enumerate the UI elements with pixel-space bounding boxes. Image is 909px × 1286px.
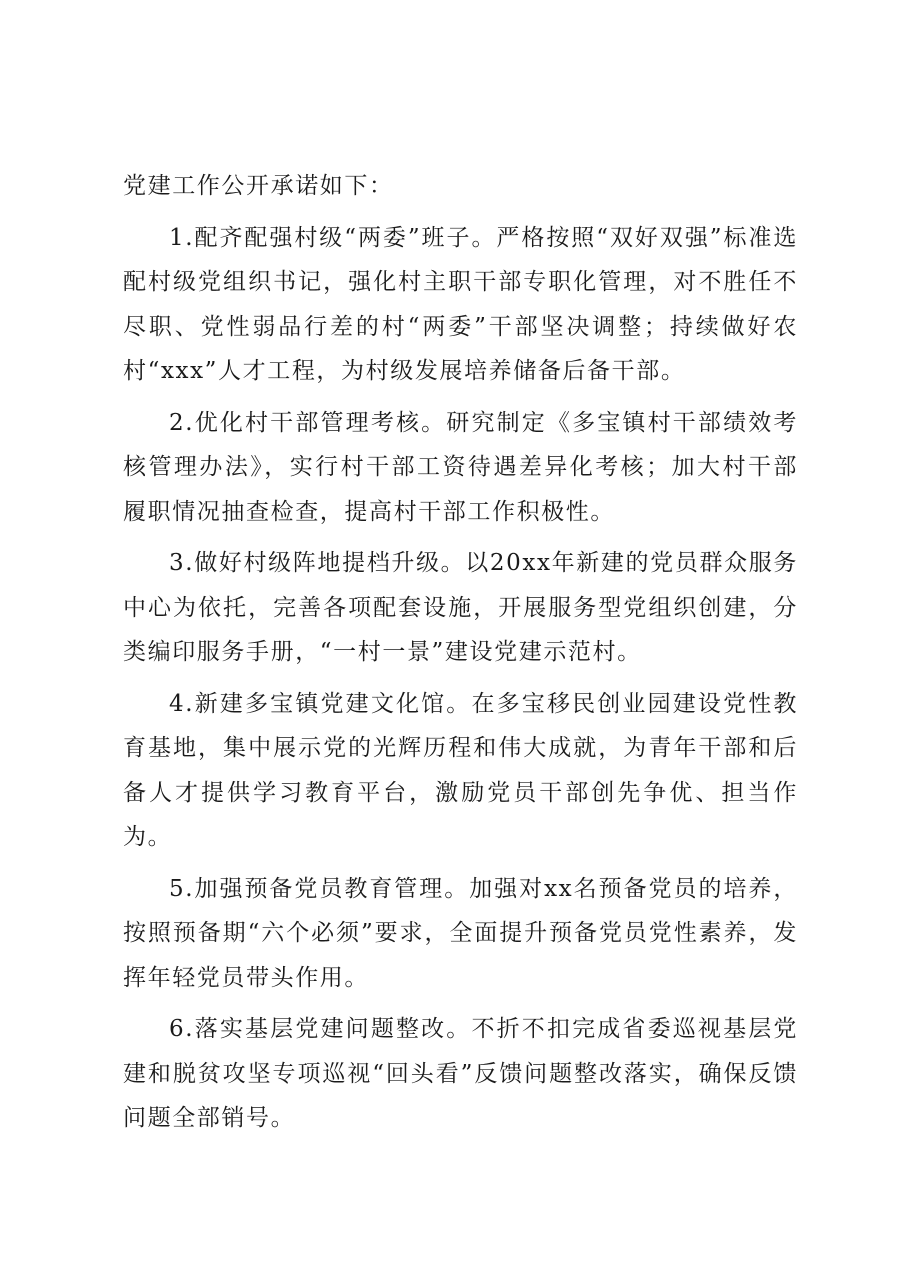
commitment-item-2: 2.优化村干部管理考核。研究制定《多宝镇村干部绩效考核管理办法》，实行村干部工资待遇差异化考核；加大村干部履职情况抽查检查，提高村干部工作积极性。 xyxy=(123,409,798,525)
commitment-item-4: 4.新建多宝镇党建文化馆。在多宝移民创业园建设党性教育基地，集中展示党的光辉历程和伟大成就，为青年干部和后备人才提供学习教育平台，激励党员干部创先争优、担当作为。 xyxy=(123,690,798,850)
commitment-item-5: 5.加强预备党员教育管理。加强对xx名预备党员的培养，按照预备期“六个必须”要求，全面提升预备党员党性素养，发挥年轻党员带头作用。 xyxy=(123,875,798,991)
commitment-item-1: 1.配齐配强村级“两委”班子。严格按照“双好双强”标准选配村级党组织书记，强化村主职干部专职化管理，对不胜任不尽职、党性弱品行差的村“两委”干部坚决调整；持续做好农村“xxx”人才工程，为村级发展培养储备后备干部。 xyxy=(123,224,798,384)
intro-paragraph: 党建工作公开承诺如下： xyxy=(123,173,394,199)
document-body xyxy=(123,164,798,1148)
commitment-item-6: 6.落实基层党建问题整改。不折不扣完成省委巡视基层党建和脱贫攻坚专项巡视“回头看”反馈问题整改落实，确保反馈问题全部销号。 xyxy=(123,1016,798,1131)
commitment-item-3: 3.做好村级阵地提档升级。以20xx年新建的党员群众服务中心为依托，完善各项配套设施，开展服务型党组织创建，分类编印服务手册，“一村一景”建设党建示范村。 xyxy=(123,550,798,665)
